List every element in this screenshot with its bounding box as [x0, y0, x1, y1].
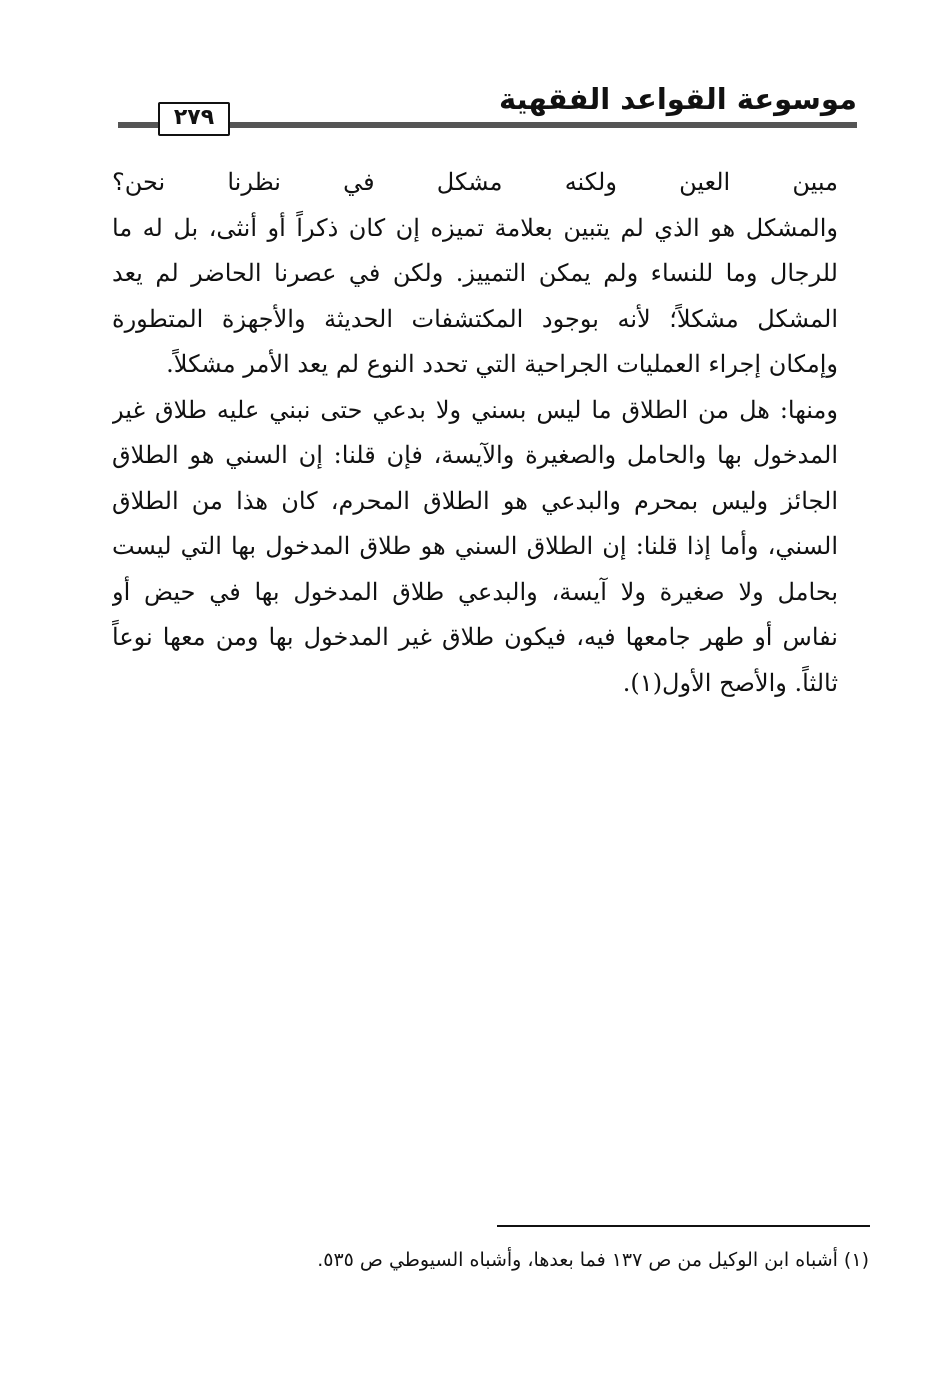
main-text	[112, 160, 838, 706]
text-line: مبين العين ولكنه مشكل في نظرنا نحن؟	[112, 168, 838, 196]
footnote: (١) أشباه ابن الوكيل من ص ١٣٧ فما بعدها، وأشباه السيوطي ص ٥٣٥.	[317, 1249, 869, 1271]
text-line: وإمكان إجراء العمليات الجراحية التي تحدد النوع لم يعد الأمر مشكلاً.	[166, 350, 838, 378]
text-line: ثالثاً. والأصح الأول(١).	[622, 668, 838, 697]
text-line: نفاس أو طهر جامعها فيه، فيكون طلاق غير المدخول بها ومن معها نوعاً	[112, 623, 838, 651]
header-title: موسوعة القواعد الفقهية	[499, 82, 857, 116]
text-line: المدخول بها والحامل والصغيرة والآيسة، فإن قلنا: إن السني هو الطلاق	[112, 441, 838, 469]
page-number-box: ٢٧٩	[158, 102, 230, 136]
text-line: المشكل مشكلاً؛ لأنه بوجود المكتشفات الحديثة والأجهزة المتطورة	[112, 304, 838, 333]
page-header	[118, 82, 857, 132]
text-line: ومنها: هل من الطلاق ما ليس بسني ولا بدعي حتى نبني عليه طلاق غير	[112, 395, 838, 424]
text-line: السني، وأما إذا قلنا: إن الطلاق السني هو طلاق المدخول بها التي ليست	[112, 532, 838, 560]
text-line: للرجال وما للنساء ولم يمكن التمييز. ولكن في عصرنا الحاضر لم يعد	[112, 259, 838, 287]
text-line: بحامل ولا صغيرة ولا آيسة، والبدعي طلاق المدخول بها في حيض أو	[112, 577, 838, 606]
footnote-divider	[497, 1225, 870, 1227]
text-line: الجائز وليس بمحرم والبدعي هو الطلاق المحرم، كان هذا من الطلاق	[112, 486, 838, 515]
text-line: والمشكل هو الذي لم يتبين بعلامة تميزه إن كان ذكراً أو أنثى، بل له ما	[112, 213, 838, 242]
